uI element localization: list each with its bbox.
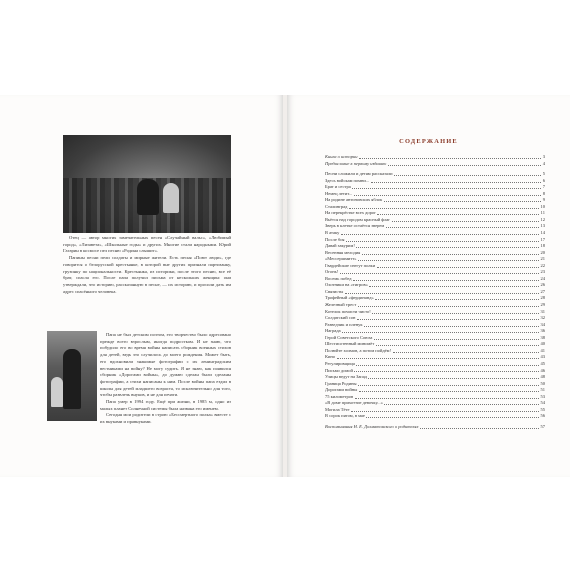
toc-leader-dots xyxy=(341,234,539,235)
toc-leader-dots xyxy=(364,326,539,327)
left-page xyxy=(0,95,283,477)
toc-leader-dots xyxy=(354,195,542,196)
book-spread xyxy=(0,95,570,477)
toc-leader-dots xyxy=(356,247,539,248)
toc-entry-page: 26 xyxy=(540,282,545,288)
photo-figure xyxy=(137,179,159,215)
toc-leader-dots xyxy=(375,299,539,300)
toc-entry-page: 7 xyxy=(542,184,545,190)
toc-entry-page: 48 xyxy=(540,374,545,380)
toc-entry-page: 45 xyxy=(540,360,545,366)
toc-entry-page: 5 xyxy=(542,171,545,177)
toc-entry-title: Книга о истории xyxy=(325,154,358,159)
toc-entry-title: Охотники на «тигров» xyxy=(325,282,368,288)
toc-entry-title: Зверь в клетке остаётся зверем xyxy=(325,223,385,229)
toc-entry-title: Воспоминания Н. Е. Долматовского о родителях xyxy=(325,423,419,429)
toc-leader-dots xyxy=(337,358,539,359)
toc-leader-dots xyxy=(377,267,539,268)
toc-leader-dots xyxy=(394,175,541,176)
toc-entry-page: 13 xyxy=(540,223,545,229)
toc-entry-title: Песни сложили и детям рассказали xyxy=(325,171,393,177)
toc-entry-title: Герой Советского Союза xyxy=(325,334,373,340)
toc-entry-title: Железный трест xyxy=(325,302,357,308)
toc-entry-title: Граница Родины xyxy=(325,380,357,386)
toc-leader-dots xyxy=(392,221,539,222)
toc-entry-title: Брат и сестра xyxy=(325,184,351,190)
photo-figure-light xyxy=(163,183,179,213)
toc-entry-title: «Мессершмитт» xyxy=(325,256,357,262)
toc-entry-page: 28 xyxy=(540,295,545,301)
photo-child xyxy=(51,377,63,407)
toc-leader-dots xyxy=(358,385,539,386)
toc-leader-dots xyxy=(351,411,539,412)
toc-leader-dots xyxy=(357,319,539,320)
toc-entry-page: 32 xyxy=(540,315,545,321)
toc-entry-page: 17 xyxy=(540,236,545,242)
paragraph: Папа не был детским поэтом, его творчество было адресовано прежде всего взрослым, иногда подросткам. И не знаю, что побудило его во время войны написать сборник военных стихов для детей, ведь это случилось до моего рождения. Может быть, его вдохновили знакомые фотографии с их ленинградским вестниками на войну? Не могу судить. Я не знаю, как появился сборник «Дорогами войны», до думаю сделан были сделаны фотографии, а стихи написаны к ним. После войны папа ездил в школы для детей младшего возраста, то исключительно для того, чтобы развлечь внуков, и не для печати. xyxy=(100,332,231,398)
toc-entry-title: Здесь войскам помни... xyxy=(325,177,370,183)
toc-entry-title: Сталинград xyxy=(325,203,348,209)
toc-entry-title: Вьётся над городом красный флаг xyxy=(325,216,391,222)
toc-entry-title: На перекрёстке всех дорог xyxy=(325,210,376,216)
toc-leader-dots xyxy=(340,273,539,274)
toc-leader-dots xyxy=(358,260,539,261)
toc-entry-title: Восемь побед xyxy=(325,275,352,281)
toc-leader-dots xyxy=(349,208,539,209)
toc-leader-dots xyxy=(353,280,539,281)
toc-entry-page: 10 xyxy=(540,203,545,209)
toc-entry-page: 11 xyxy=(540,210,545,216)
war-photo-musicians xyxy=(63,135,231,233)
toc-entry-title: Письмо домой xyxy=(325,367,353,373)
toc-entry-page: 18 xyxy=(540,243,545,249)
toc-entry-page: 36 xyxy=(540,328,545,334)
toc-entry-title: Предисловие к первому изданию xyxy=(325,160,387,166)
toc-entry-title: «В доме прихоттие девочку...» xyxy=(325,400,383,406)
toc-leader-dots xyxy=(358,306,539,307)
toc-entry-title: Регулировщица xyxy=(325,360,355,366)
toc-entry-page: 57 xyxy=(540,423,545,429)
toc-leader-dots xyxy=(362,254,539,255)
toc-leader-dots xyxy=(386,227,539,228)
toc-leader-dots xyxy=(374,339,539,340)
toc-entry-page: 24 xyxy=(540,275,545,281)
paragraph: Папа умер в 1994 году. Ещё при жизни, в 1985 м, одно из малых планет Солнечной системы была названа его именем. xyxy=(100,399,231,411)
toc-entry-page: 14 xyxy=(540,230,545,236)
toc-entry-page: 29 xyxy=(540,302,545,308)
toc-entry-page: 40 xyxy=(540,341,545,347)
toc-entry-page: 12 xyxy=(540,216,545,222)
toc-entry-page: 22 xyxy=(540,262,545,268)
toc-leader-dots xyxy=(369,286,539,287)
main-text xyxy=(63,235,231,295)
toc-leader-dots xyxy=(393,352,540,353)
family-photo xyxy=(47,331,97,421)
toc-entry-page: 50 xyxy=(540,380,545,386)
toc-entry-title: Разведчик и пленук xyxy=(325,321,363,327)
toc-entry-page: 31 xyxy=(540,308,545,314)
toc-entry-page: 8 xyxy=(542,190,545,196)
toc-leader-dots xyxy=(366,417,539,418)
toc-entry xyxy=(325,424,545,431)
toc-entry-title: В атаку xyxy=(325,230,340,236)
toc-leader-dots xyxy=(376,345,539,346)
paragraph: Отец — автор многих замечательных песен «Случайный вальс», «Любимый город», «Лизавета», «Школьные годы» и других. Многие стали народными. Юрий Гагарин в космосе пел песню «Родина слышит». xyxy=(63,235,231,254)
toc-leader-dots xyxy=(377,214,539,215)
toc-entry-page: 46 xyxy=(540,367,545,373)
toc-leader-dots xyxy=(346,241,539,242)
paragraph: Папины песни пели солдаты и мирные жители. Есть песня «Поют люди», где говорится о белорусской крестьянке, в которой вне других признали партизанку, грузинку по национальности. Крестьянка, из историки, после этого песню, все её брат, спасла его. После папа получил письма от нескольких женщин: они утверждали, что историю, рассказанную в песне, — их историю, и просили дать им адрес спасённого человека. xyxy=(63,255,231,294)
toc-leader-dots xyxy=(368,378,539,379)
paragraph: Сегодня мои родители в строю «Бессмертного полка» вместе с их внуками и правнуками. xyxy=(100,412,231,425)
toc-entry-title: Солдатский сон xyxy=(325,315,356,321)
toc-entry-title: Связисты xyxy=(325,288,344,294)
toc-entry-title: Давай закурим! xyxy=(325,243,355,249)
toc-entry-title: 75 километров xyxy=(325,393,354,399)
toc-entry-title: Немец летит... xyxy=(325,190,353,196)
toc-leader-dots xyxy=(345,293,539,294)
toc-entry-page: 53 xyxy=(540,393,545,399)
toc-entry-title: Улицы ведут на Запад xyxy=(325,374,367,380)
toc-entry-page: 20 xyxy=(540,249,545,255)
toc-leader-dots xyxy=(372,313,539,314)
toc-entry-title: Полюйте холмов, а потом пойдём! xyxy=(325,347,391,353)
toc-leader-dots xyxy=(371,182,542,183)
toc-entry-page: 41 xyxy=(540,347,545,353)
toc-entry-title: Награда xyxy=(325,328,341,334)
toc-entry-page: 38 xyxy=(540,334,545,340)
toc-entry-title: В сорок пятом, в мае xyxy=(325,413,365,419)
toc-entry-title: Трофейный «фердинанд» xyxy=(325,295,374,301)
toc-entry-title: На родине антоновских яблок xyxy=(325,197,383,203)
toc-entry-page: 9 xyxy=(542,197,545,203)
toc-entry-page: 54 xyxy=(540,400,545,406)
toc-leader-dots xyxy=(354,371,539,372)
toc-leader-dots xyxy=(355,398,539,399)
toc-entry-page: 6 xyxy=(542,177,545,183)
toc-entry-title: Дорогами войны xyxy=(325,387,358,393)
toc-leader-dots xyxy=(342,332,539,333)
toc-entry-page: 23 xyxy=(540,269,545,275)
toc-entry-title: Гвардейские снегут полки xyxy=(325,262,376,268)
toc-entry-title: Кино xyxy=(325,354,336,360)
right-page xyxy=(287,95,570,477)
toc-leader-dots xyxy=(356,365,539,366)
toc-entry-page: 3 xyxy=(542,154,545,159)
toc-entry-page: 55 xyxy=(540,406,545,412)
toc-entry-page: 34 xyxy=(540,321,545,327)
toc-entry-title: После боя xyxy=(325,236,345,242)
toc-leader-dots xyxy=(352,188,541,189)
toc-entry-page: 27 xyxy=(540,288,545,294)
toc-leader-dots xyxy=(420,428,539,429)
toc-leader-dots xyxy=(384,201,542,202)
toc-entry-page: 43 xyxy=(540,354,545,360)
photo-woman xyxy=(63,349,81,409)
table-of-contents xyxy=(325,154,545,430)
toc-entry-page: 21 xyxy=(540,256,545,262)
toc-leader-dots xyxy=(388,165,541,166)
toc-entry-title: Могила Тёте xyxy=(325,406,350,412)
toc-leader-dots xyxy=(384,404,539,405)
toc-leader-dots xyxy=(359,158,541,159)
toc-leader-dots xyxy=(359,391,539,392)
toc-entry-page: 51 xyxy=(540,387,545,393)
toc-entry-title: Весенняя мелодия xyxy=(325,249,361,255)
contents-title: СОДЕРЖАНИЕ xyxy=(399,138,458,145)
toc-entry-title: Котелок почисти чисто! xyxy=(325,308,371,314)
toc-entry-page: 4 xyxy=(542,160,545,166)
side-text xyxy=(100,332,231,426)
toc-entry-title: Огонь! xyxy=(325,269,339,275)
toc-entry-page: 56 xyxy=(540,413,545,419)
toc-entry-title: Шестисотенный миномёт xyxy=(325,341,375,347)
